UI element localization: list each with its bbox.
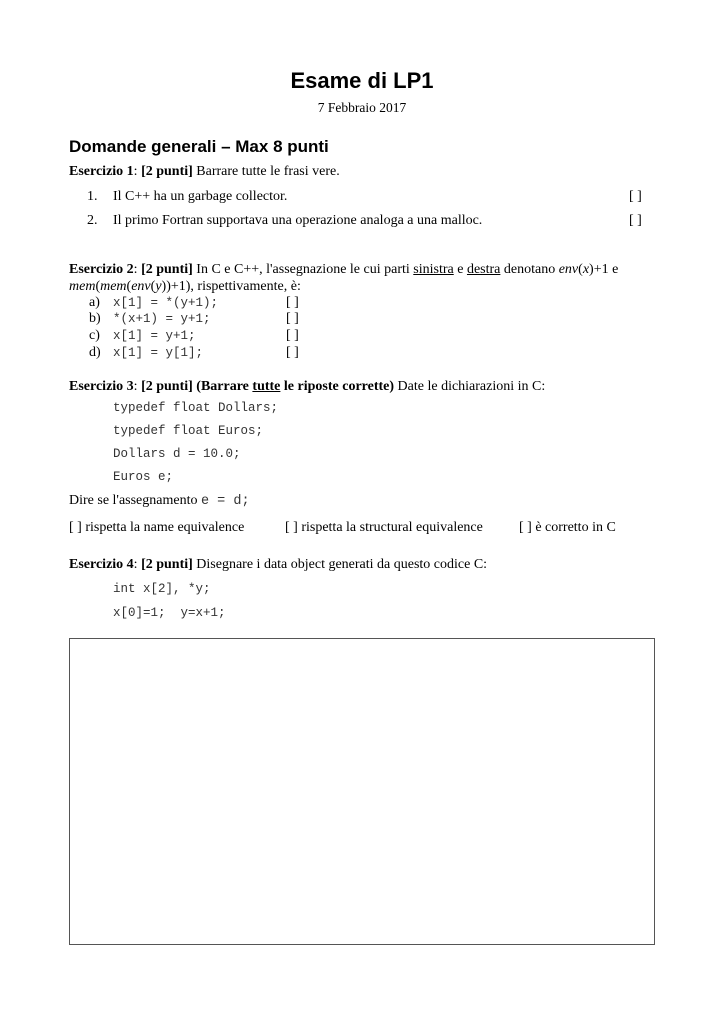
item-number: 2. [87,213,98,228]
question-code: e = d; [200,494,250,509]
instruction: (Barrare [192,379,253,394]
exam-date: 7 Febbraio 2017 [317,100,407,115]
exercise-label: Esercizio 3 [69,379,134,394]
separator: : [133,164,142,179]
item-number: 1. [87,189,98,204]
word-tutte: tutte [252,379,281,394]
answer-checkbox[interactable]: [ ] [286,345,299,360]
exercise-label: Esercizio 1 [69,164,134,179]
option-code: x[1] = y[1]; [113,346,204,360]
separator: : [133,262,142,277]
answer-checkbox[interactable]: [ ] [286,328,299,343]
code-line: int x[2], *y; [113,582,211,596]
points: [2 punti] [141,379,193,394]
separator: : [133,557,142,572]
code-line: Dollars d = 10.0; [113,447,241,461]
paren: ( [126,279,132,294]
code-line: typedef float Dollars; [113,401,279,415]
exercise-label: Esercizio 2 [69,262,134,277]
points: [2 punti] [141,557,193,572]
prompt-text: denotano [500,262,559,277]
prompt-text: Date le dichiarazioni in C: [394,379,546,394]
paren: ( [95,279,101,294]
option-letter: a) [89,295,100,310]
prompt-text: )+1 e [589,262,619,277]
prompt-text: ))+1), rispettivamente, è: [161,279,301,294]
answer-checkbox[interactable]: [ ] [286,311,299,326]
option-letter: b) [89,311,101,326]
exercise-2-prompt-line2 [69,279,301,295]
var-x: x [582,262,590,277]
env-fn: env [558,262,579,277]
prompt-text: In C e C++, l'assegnazione le cui parti [192,262,414,277]
prompt-text: Disegnare i data object generati da questo codice C: [192,557,488,572]
choice-correct-in-c[interactable]: [ ] è corretto in C [519,520,616,535]
points: [2 punti] [141,262,193,277]
instruction: le riposte corrette) [280,379,395,394]
mem-fn: mem [69,279,96,294]
word-destra: destra [466,262,501,277]
code-line: typedef float Euros; [113,424,264,438]
paren: ( [578,262,583,277]
choice-structural-equivalence[interactable]: [ ] rispetta la structural equivalence [285,520,483,535]
exercise-1-prompt [69,164,340,180]
option-code: x[1] = *(y+1); [113,296,219,310]
var-y: y [155,279,162,294]
option-letter: d) [89,345,101,360]
option-code: x[1] = y+1; [113,329,196,343]
exercise-4-prompt [69,557,487,573]
item-text: Il C++ ha un garbage collector. [113,189,288,204]
question-text: Dire se l'assegnamento [69,493,201,508]
word-sinistra: sinistra [413,262,454,277]
code-line: Euros e; [113,470,174,484]
exercise-3-prompt [69,379,545,395]
item-text: Il primo Fortran supportava una operazione analoga a una malloc. [113,213,483,228]
option-letter: c) [89,328,100,343]
exercise-2-prompt-line1 [69,262,618,278]
answer-drawing-box[interactable] [69,638,655,945]
prompt-text: Barrare tutte le frasi vere. [192,164,340,179]
section-title: Domande generali – Max 8 punti [69,137,329,156]
env-fn: env [131,279,151,294]
exercise-label: Esercizio 4 [69,557,134,572]
mem-fn: mem [100,279,127,294]
separator: : [133,379,142,394]
answer-checkbox[interactable]: [ ] [286,295,299,310]
code-line: x[0]=1; y=x+1; [113,606,226,620]
prompt-text: e [453,262,467,277]
exercise-3-question [69,493,250,509]
page-title: Esame di LP1 [290,68,434,93]
points: [2 punti] [141,164,193,179]
answer-checkbox[interactable]: [ ] [629,189,642,204]
option-code: *(x+1) = y+1; [113,312,211,326]
choice-name-equivalence[interactable]: [ ] rispetta la name equivalence [69,520,245,535]
answer-checkbox[interactable]: [ ] [629,213,642,228]
paren: ( [150,279,156,294]
